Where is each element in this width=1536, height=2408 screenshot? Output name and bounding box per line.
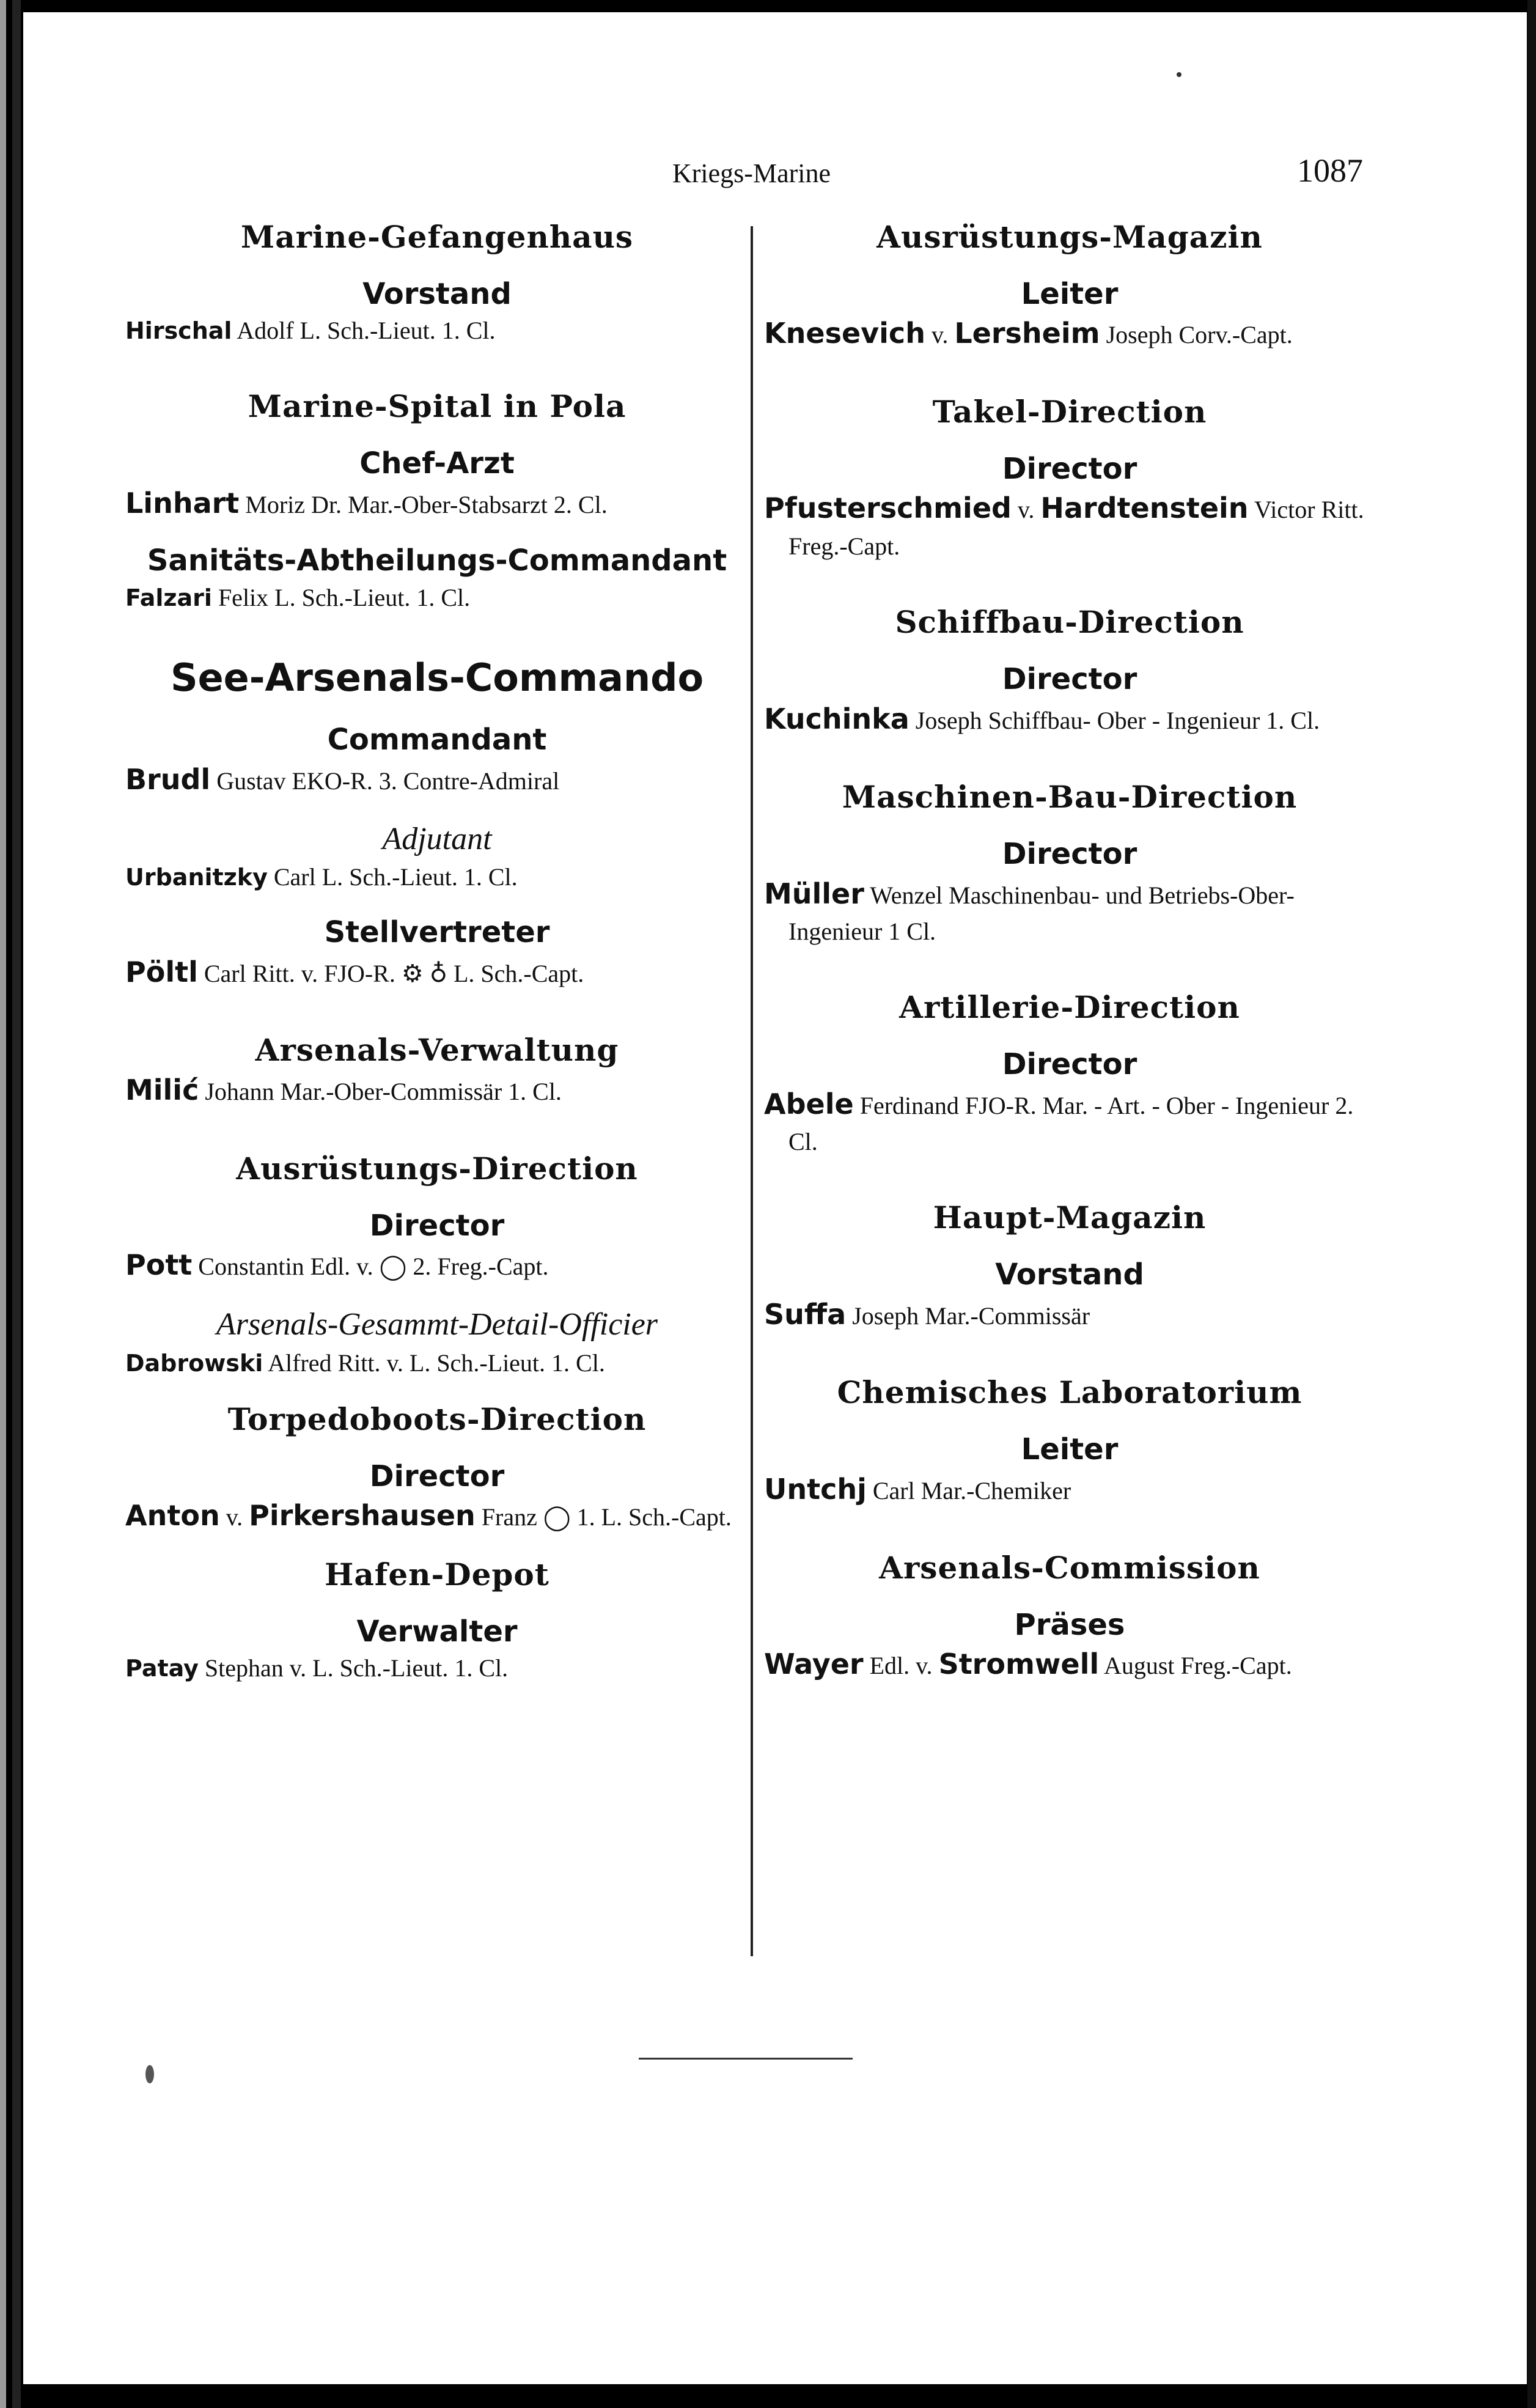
entry-particle: Edl. v.	[869, 1651, 933, 1679]
entry	[125, 952, 749, 993]
entry	[125, 1070, 749, 1111]
role-heading: Director	[369, 1459, 505, 1493]
role-heading: Director	[369, 1208, 505, 1243]
entry-details: Alfred Ritt. v. L. Sch.-Lieut. 1. Cl.	[268, 1349, 605, 1377]
running-header: Kriegs-Marine	[672, 158, 831, 188]
entry-details: Franz ◯ 1. L. Sch.-Capt.	[481, 1503, 732, 1531]
entry	[125, 1245, 749, 1286]
entry-name: Patay	[125, 1655, 199, 1682]
entry	[125, 483, 749, 524]
entry	[125, 313, 749, 348]
entry	[125, 1495, 749, 1536]
entry-name-2: Pirkershausen	[249, 1498, 476, 1532]
section-heading: Takel-Direction	[932, 394, 1207, 430]
entry-details: Moriz Dr. Mar.-Ober-Stabsarzt 2. Cl.	[245, 490, 608, 518]
role-heading: Vorstand	[362, 277, 512, 311]
entry	[125, 1651, 749, 1686]
ink-mark	[145, 2065, 154, 2083]
entry-name: Suffa	[764, 1297, 847, 1331]
left-column	[125, 217, 749, 1686]
entry	[764, 313, 1375, 354]
right-column	[764, 217, 1375, 1685]
entry	[764, 874, 1375, 950]
entry-name: Pfusterschmied	[764, 492, 1012, 525]
entry	[764, 1644, 1375, 1685]
entry-details: Johann Mar.-Ober-Commissär 1. Cl.	[205, 1078, 562, 1106]
role-heading: Director	[1002, 1047, 1137, 1082]
role-heading: Director	[1002, 452, 1137, 487]
role-heading: Leiter	[1021, 1432, 1119, 1467]
speck	[1177, 72, 1181, 77]
entry-details: August Freg.-Capt.	[1103, 1651, 1292, 1679]
role-heading: Director	[1002, 837, 1137, 872]
entry-name-2: Stromwell	[938, 1647, 1100, 1681]
entry-details: Felix L. Sch.-Lieut. 1. Cl.	[218, 583, 471, 611]
page-number: 1087	[1297, 152, 1363, 189]
entry-name: Brudl	[125, 762, 211, 796]
section-heading: Chemisches Laboratorium	[837, 1374, 1303, 1411]
section-heading: Hafen-Depot	[325, 1556, 549, 1592]
entry-details: Victor Ritt. Freg.-Capt.	[788, 496, 1364, 561]
role-heading: Vorstand	[995, 1257, 1144, 1292]
entry-name: Milić	[125, 1073, 199, 1107]
section-heading: Arsenals-Verwaltung	[255, 1032, 619, 1069]
page-edge-left	[12, 0, 21, 2408]
scan-edge	[0, 0, 6, 2408]
entry	[764, 1294, 1375, 1335]
entry-details: Stephan v. L. Sch.-Lieut. 1. Cl.	[204, 1654, 509, 1682]
section-heading: Marine-Spital in Pola	[248, 388, 627, 425]
entry-details: Constantin Edl. v. ◯ 2. Freg.-Capt.	[198, 1253, 549, 1281]
section-heading: Artillerie-Direction	[899, 989, 1240, 1026]
role-heading: Leiter	[1021, 277, 1119, 311]
section-heading: See-Arsenals-Commando	[170, 655, 704, 700]
section-heading: Marine-Gefangenhaus	[240, 219, 634, 255]
role-heading: Chef-Arzt	[359, 446, 515, 481]
entry-name: Pott	[125, 1248, 193, 1282]
entry	[764, 488, 1375, 564]
page-edge-right	[1527, 0, 1536, 2408]
entry-name: Knesevich	[764, 317, 925, 350]
role-heading: Arsenals-Gesammt-Detail-Officier	[216, 1306, 658, 1342]
entry-name-2: Hardtenstein	[1040, 492, 1249, 525]
section-heading: Haupt-Magazin	[933, 1199, 1207, 1236]
entry-particle: v.	[1017, 496, 1035, 524]
role-heading: Director	[1002, 662, 1137, 697]
entry-details: Ferdinand FJO-R. Mar. - Art. - Ober - Ingenieur 2. Cl.	[788, 1091, 1354, 1156]
entry	[764, 1469, 1375, 1510]
entry-details: Carl Ritt. v. FJO-R. ⚙ ♁ L. Sch.-Capt.	[204, 959, 584, 987]
entry-name: Anton	[125, 1498, 220, 1532]
entry-particle: v.	[226, 1503, 243, 1531]
entry-details: Carl L. Sch.-Lieut. 1. Cl.	[273, 863, 518, 891]
entry	[125, 580, 749, 616]
entry-details: Joseph Mar.-Commissär	[852, 1302, 1090, 1330]
entry-name: Pöltl	[125, 955, 198, 989]
entry	[125, 1346, 749, 1381]
entry-name: Müller	[764, 877, 864, 910]
entry	[764, 699, 1375, 740]
role-heading: Sanitäts-Abtheilungs-Commandant	[147, 543, 727, 578]
entry-details: Wenzel Maschinenbau- und Betriebs-Ober-Ingenieur 1 Cl.	[788, 881, 1295, 946]
entry-name-2: Lersheim	[954, 317, 1100, 350]
role-heading: Verwalter	[356, 1614, 518, 1649]
section-heading: Ausrüstungs-Magazin	[876, 219, 1263, 255]
entry-name: Dabrowski	[125, 1349, 263, 1377]
section-heading: Arsenals-Commission	[879, 1549, 1260, 1586]
entry-name: Linhart	[125, 486, 240, 520]
entry-name: Urbanitzky	[125, 864, 268, 891]
footer-rule	[639, 2058, 853, 2060]
role-heading: Commandant	[327, 723, 547, 757]
entry-details: Adolf L. Sch.-Lieut. 1. Cl.	[237, 317, 496, 345]
entry-particle: v.	[931, 321, 949, 349]
entry-name: Kuchinka	[764, 702, 909, 735]
entry	[764, 1084, 1375, 1160]
column-divider	[751, 226, 753, 1956]
entry	[125, 860, 749, 895]
entry	[125, 759, 749, 800]
entry-name: Abele	[764, 1087, 854, 1121]
entry-details: Carl Mar.-Chemiker	[872, 1476, 1071, 1504]
entry-details: Joseph Schiffbau- Ober - Ingenieur 1. Cl.	[915, 706, 1320, 734]
role-heading: Adjutant	[382, 821, 492, 856]
entry-name: Falzari	[125, 584, 212, 611]
role-heading: Stellvertreter	[324, 915, 550, 950]
entry-details: Gustav EKO-R. 3. Contre-Admiral	[216, 767, 560, 795]
section-heading: Maschinen-Bau-Direction	[842, 779, 1298, 816]
section-heading: Schiffbau-Direction	[895, 604, 1244, 641]
section-heading: Ausrüstungs-Direction	[236, 1150, 638, 1187]
role-heading: Präses	[1014, 1607, 1125, 1642]
entry-details: Joseph Corv.-Capt.	[1106, 321, 1293, 349]
entry-name: Hirschal	[125, 317, 232, 345]
entry-name: Wayer	[764, 1647, 864, 1681]
section-heading: Torpedoboots-Direction	[227, 1401, 647, 1437]
entry-name: Untchj	[764, 1472, 867, 1506]
